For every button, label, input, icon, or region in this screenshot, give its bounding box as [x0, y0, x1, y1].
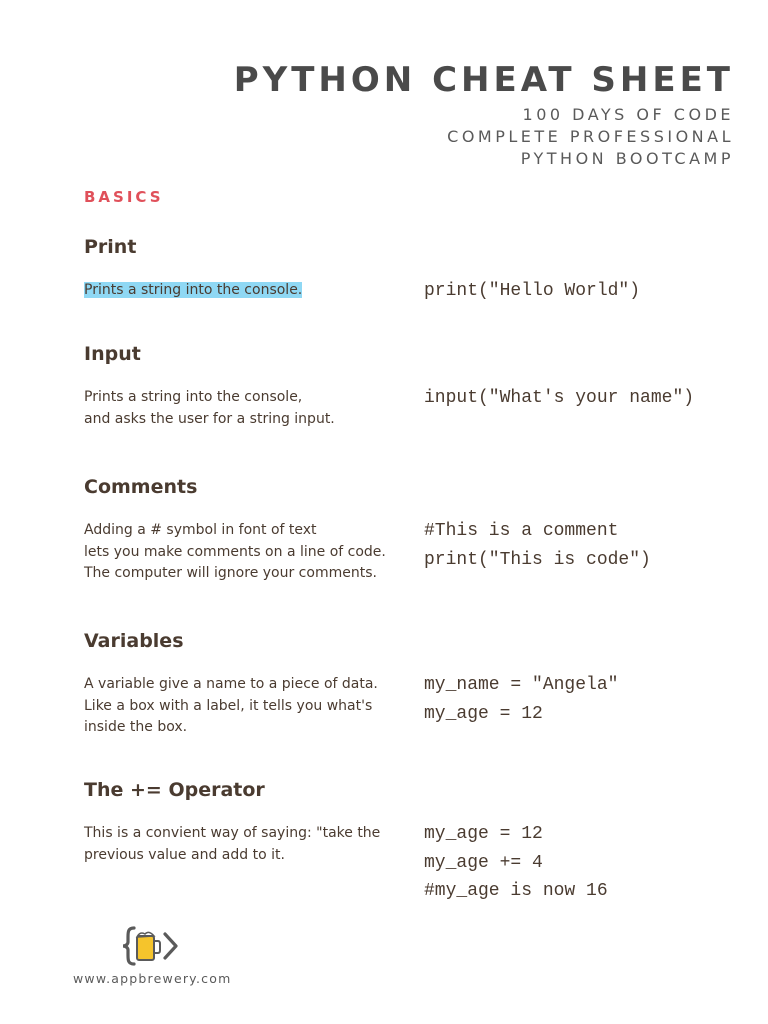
code-line: my_age += 4 [424, 852, 543, 873]
code-line: print("Hello World") [424, 281, 641, 301]
header [234, 60, 734, 170]
description-line: Prints a string into the console, [84, 389, 303, 405]
code-line: #This is a comment [424, 521, 619, 541]
topic-body [84, 387, 744, 430]
code-example [424, 384, 694, 413]
description-line: This is a convient way of saying: "take the [84, 825, 381, 841]
description-line: Adding a # symbol in font of text [84, 522, 317, 538]
topic-comments [84, 476, 744, 585]
code-example [424, 820, 608, 906]
code-example [424, 517, 651, 574]
code-example [424, 671, 618, 728]
topic-plus-equals-operator [84, 779, 744, 901]
description-line: and asks the user for a string input. [84, 410, 335, 427]
page-title: PYTHON CHEAT SHEET [233, 60, 734, 100]
code-line: my_name = "Angela" [424, 675, 619, 695]
subtitle-line: COMPLETE PROFESSIONAL [447, 127, 734, 146]
description-line: inside the box. [84, 719, 188, 735]
topic-input [84, 343, 744, 430]
code-line: #my_age is now 16 [424, 881, 608, 901]
topic-body [84, 823, 744, 901]
topic-title: Input [84, 343, 141, 365]
topic-title: The += Operator [84, 779, 265, 801]
code-line: input("What's your name") [424, 388, 695, 408]
topic-body [84, 674, 744, 739]
topic-title: Comments [84, 476, 198, 498]
code-line: print("This is code") [424, 549, 651, 570]
description-line: previous value and add to it. [84, 846, 285, 863]
topic-description [84, 823, 404, 866]
subtitle-line: 100 DAYS OF CODE [522, 105, 734, 124]
topic-title: Print [84, 236, 137, 258]
topic-variables [84, 630, 744, 739]
topic-description [84, 280, 404, 302]
highlighted-text: Prints a string into the console. [84, 282, 303, 298]
topic-description [84, 387, 404, 430]
code-example [424, 277, 640, 306]
description-line: A variable give a name to a piece of data. [84, 676, 378, 692]
topic-description [84, 674, 404, 739]
footer-url: www.appbrewery.com [73, 971, 232, 986]
description-line: lets you make comments on a line of code. [84, 543, 386, 560]
description-line: Like a box with a label, it tells you what's [84, 697, 373, 714]
topic-print [84, 236, 744, 302]
section-label: BASICS [84, 188, 164, 206]
subtitle-line: PYTHON BOOTCAMP [520, 149, 734, 168]
code-line: my_age = 12 [424, 703, 543, 724]
code-line: my_age = 12 [424, 824, 543, 844]
topic-title: Variables [84, 630, 184, 652]
page-subtitle [234, 104, 734, 170]
description-line: The computer will ignore your comments. [84, 565, 377, 581]
app-brewery-logo-icon [122, 924, 180, 968]
topic-body [84, 280, 744, 302]
topic-body [84, 520, 744, 585]
topic-description [84, 520, 404, 585]
